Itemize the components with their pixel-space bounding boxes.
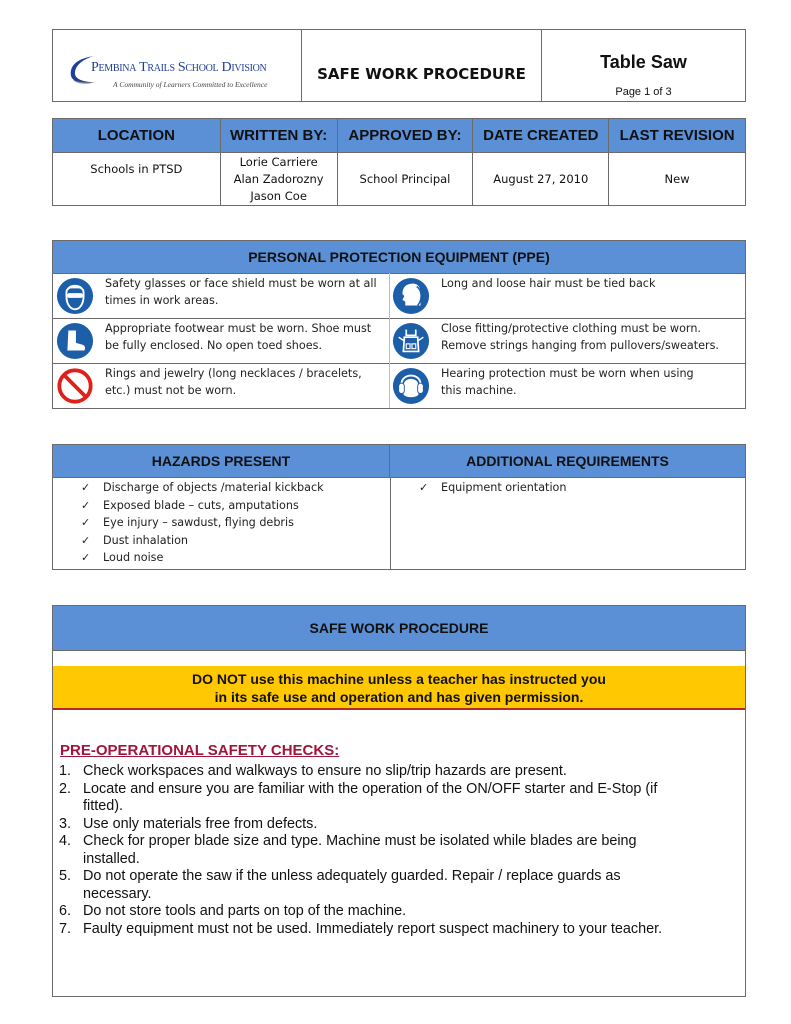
equipment-title: Table Saw [600, 52, 687, 72]
ppe-text-line: etc.) must not be worn. [105, 384, 237, 397]
ppe-item [53, 319, 389, 363]
list-item [59, 833, 739, 868]
ppe-row [53, 363, 745, 408]
check-text: necessary. [83, 885, 152, 902]
hazard-text: Loud noise [103, 551, 164, 564]
no-jewelry-icon [56, 367, 94, 405]
list-item [59, 816, 739, 834]
author-name: Alan Zadorozny [233, 171, 324, 186]
logo-tagline: A Community of Learners Committed to Excellence [113, 80, 268, 89]
ppe-text [105, 275, 377, 309]
hair-tied-back-icon [392, 277, 430, 315]
item-number: 7. [59, 920, 72, 937]
list-item [79, 532, 324, 550]
spacer [53, 651, 745, 666]
checkmark-icon: ✓ [81, 533, 91, 547]
column-header-last-revision: LAST REVISION [609, 119, 746, 153]
item-number: 3. [59, 815, 72, 832]
page-indicator: Page 1 of 3 [615, 86, 672, 98]
item-number: 1. [59, 763, 72, 779]
checkmark-icon: ✓ [419, 481, 429, 494]
document-type-title: SAFE WORK PROCEDURE [317, 64, 526, 83]
author-name: Jason Coe [250, 188, 307, 203]
safety-glasses-icon [56, 277, 94, 315]
safety-boot-icon [56, 322, 94, 360]
document-type-cell [301, 29, 542, 102]
column-header-date-created: DATE CREATED [473, 119, 609, 153]
hazard-text: Exposed blade – cuts, amputations [103, 498, 299, 512]
pre-operational-title: PRE-OPERATIONAL SAFETY CHECKS: [60, 742, 340, 759]
ppe-item [389, 319, 745, 363]
hazard-text: Dust inhalation [103, 533, 189, 547]
checkmark-icon: ✓ [81, 516, 91, 529]
ppe-text [441, 275, 655, 292]
checkmark-icon: ✓ [81, 551, 91, 564]
ppe-text [441, 365, 694, 399]
ppe-text [105, 320, 371, 354]
ppe-row [53, 273, 745, 318]
equipment-cell [541, 29, 746, 102]
ppe-item [53, 274, 389, 318]
checkmark-icon: ✓ [81, 481, 91, 494]
list-item [79, 549, 324, 567]
item-number: 6. [59, 903, 72, 919]
additional-requirements-title: ADDITIONAL REQUIREMENTS [390, 445, 745, 478]
table-row [53, 153, 746, 206]
list-item [79, 514, 324, 532]
check-text: Faulty equipment must not be used. Immediately report suspect machinery to your teacher. [83, 920, 663, 937]
approved-by-value: School Principal [337, 153, 473, 206]
column-header-approved-by: APPROVED BY: [337, 119, 473, 153]
column-header-location: LOCATION [53, 119, 221, 153]
ppe-column-divider [389, 273, 390, 408]
ppe-text-line: Close fitting/protective clothing must be worn. [441, 322, 701, 335]
hazard-text: Eye injury – sawdust, flying debris [103, 516, 294, 529]
warning-line: in its safe use and operation and has given permission. [214, 689, 584, 705]
hazard-text: Discharge of objects /material kickback [103, 481, 324, 494]
check-text: fitted). [83, 798, 123, 814]
permission-warning-banner [53, 666, 745, 710]
location-value: Schools in PTSD [53, 153, 221, 206]
list-item [79, 497, 324, 515]
logo-name: Pembina Trails School Division [91, 60, 267, 75]
item-number: 2. [59, 780, 72, 797]
check-text: Do not operate the saw if the unless adequately guarded. Repair / replace guards as [83, 868, 621, 884]
ppe-text-line: Appropriate footwear must be worn. Shoe must [105, 322, 372, 335]
ppe-text-line: be fully enclosed. No open toed shoes. [105, 339, 323, 352]
ppe-item [389, 364, 745, 408]
ppe-text-line: this machine. [441, 384, 517, 397]
check-text: Use only materials free from defects. [83, 815, 318, 832]
list-item [59, 781, 739, 816]
hazards-title: HAZARDS PRESENT [53, 445, 390, 478]
author-name: Lorie Carriere [239, 154, 318, 169]
list-item [79, 479, 324, 497]
item-number: 4. [59, 833, 72, 849]
date-created-value: August 27, 2010 [473, 153, 609, 206]
safe-work-procedure-title: SAFE WORK PROCEDURE [53, 606, 745, 651]
safe-work-procedure-section [52, 605, 746, 997]
hazards-list [79, 479, 324, 567]
ppe-row [53, 318, 745, 363]
list-item [59, 763, 739, 781]
list-item [59, 903, 739, 921]
list-item [59, 921, 739, 939]
ppe-item [53, 364, 389, 408]
ppe-text-line: Rings and jewelry (long necklaces / bracelets, [105, 367, 362, 380]
check-text: Check for proper blade size and type. Machine must be isolated while blades are being [83, 833, 637, 849]
protective-clothing-icon [392, 322, 430, 360]
hearing-protection-icon [392, 367, 430, 405]
check-text: Do not store tools and parts on top of the machine. [83, 903, 407, 919]
check-text: installed. [83, 850, 140, 867]
checkmark-icon: ✓ [81, 498, 91, 512]
ppe-text [441, 320, 719, 354]
ppe-text [105, 365, 362, 399]
ppe-text-line: Hearing protection must be worn when using [441, 367, 694, 380]
warning-line: DO NOT use this machine unless a teacher has instructed you [192, 671, 606, 687]
hazards-divider [390, 478, 391, 569]
ppe-text-line: Long and loose hair must be tied back [441, 277, 656, 290]
ppe-item [389, 274, 745, 318]
pre-operational-checks-list [59, 763, 739, 938]
check-text: Check workspaces and walkways to ensure no slip/trip hazards are present. [83, 763, 567, 779]
list-item [417, 479, 566, 497]
requirement-text: Equipment orientation [441, 481, 567, 494]
list-item [59, 868, 739, 903]
document-info-table [52, 118, 746, 206]
ppe-text-line: Remove strings hanging from pullovers/sweaters. [441, 339, 719, 352]
last-revision-value: New [609, 153, 746, 206]
ppe-text-line: Safety glasses or face shield must be worn at all [105, 277, 377, 290]
column-header-written-by: WRITTEN BY: [220, 119, 337, 153]
ppe-title: PERSONAL PROTECTION EQUIPMENT (PPE) [53, 241, 745, 273]
item-number: 5. [59, 868, 72, 884]
written-by-value [220, 153, 337, 206]
check-text: Locate and ensure you are familiar with the operation of the ON/OFF starter and E-Stop (if [83, 780, 658, 797]
ppe-section [52, 240, 746, 409]
ppe-text-line: times in work areas. [105, 294, 219, 307]
additional-requirements-list [417, 479, 566, 497]
logo-cell [52, 29, 302, 102]
hazards-section [52, 444, 746, 570]
